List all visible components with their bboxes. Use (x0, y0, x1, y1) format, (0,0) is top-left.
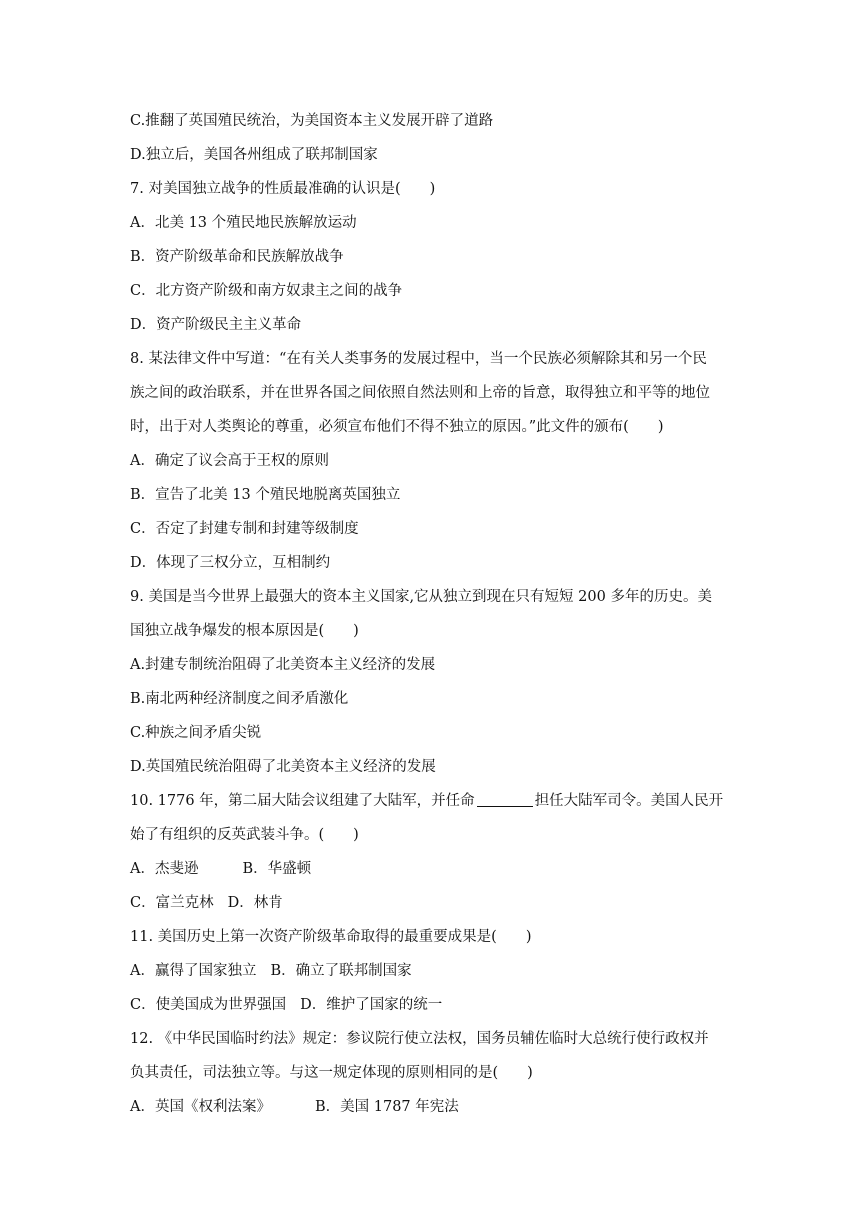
q11-option-b: B．确立了联邦制国家 (270, 963, 412, 979)
q9-option-d: D.英国殖民统治阻碍了北美资本主义经济的发展 (130, 759, 436, 775)
q8-option-a: A．确定了议会高于王权的原则 (130, 453, 329, 469)
q12-option-b: B．美国 1787 年宪法 (314, 1099, 459, 1115)
q9-option-b: B.南北两种经济制度之间矛盾激化 (130, 691, 349, 707)
q11-option-c: C．使美国成为世界强国 (130, 997, 287, 1013)
q11-option-d: D．维护了国家的统一 (300, 997, 443, 1013)
q12-stem-line-2: 负其责任，司法独立等。与这一规定体现的原则相同的是( ) (130, 1065, 533, 1081)
answer-blank (477, 790, 533, 807)
q7-option-d: D．资产阶级民主主义革命 (130, 317, 302, 333)
q11-options-row-2 (130, 991, 740, 1025)
q12-stem-line-1: 12. 《中华民国临时约法》规定：参议院行使立法权，国务员辅佐临时大总统行使行政权并 (130, 1031, 709, 1047)
q11-options-row-1 (130, 957, 740, 991)
q8-option-b: B．宣告了北美 13 个殖民地脱离英国独立 (130, 487, 401, 503)
q10-stem-before-blank: 10. 1776 年，第二届大陆会议组建了大陆军，并任命 (130, 793, 475, 809)
q12-options-row-1 (130, 1093, 740, 1127)
q9-option-c: C.种族之间矛盾尖锐 (130, 725, 262, 741)
q10-stem-after-blank: 担任大陆军司令。美国人民开 (534, 793, 724, 809)
q10-option-a: A．杰斐逊 (130, 861, 199, 877)
q11-option-a: A．赢得了国家独立 (130, 963, 257, 979)
q7-option-a: A．北美 13 个殖民地民族解放运动 (130, 215, 357, 231)
q7-option-c: C．北方资产阶级和南方奴隶主之间的战争 (130, 283, 403, 299)
q8-option-d: D．体现了三权分立，互相制约 (130, 555, 331, 571)
q6-option-d: D.独立后，美国各州组成了联邦制国家 (130, 147, 378, 163)
q10-option-d: D．林肯 (227, 895, 283, 911)
q8-stem-line-3: 时，出于对人类舆论的尊重，必须宣布他们不得不独立的原因。”此文件的颁布( ) (130, 419, 664, 435)
q10-options-row-2 (130, 889, 740, 923)
q11-stem: 11. 美国历史上第一次资产阶级革命取得的最重要成果是( ) (130, 929, 532, 945)
q10-options-row-1 (130, 855, 740, 889)
q10-stem-line-2: 始了有组织的反英武装斗争。( ) (130, 827, 359, 843)
q8-option-c: C．否定了封建专制和封建等级制度 (130, 521, 359, 537)
q10-stem-line-1 (130, 787, 740, 821)
q9-stem-line-1: 9. 美国是当今世界上最强大的资本主义国家,它从独立到现在只有短短 200 多年的历史。美 (130, 589, 712, 605)
q8-stem-line-2: 族之间的政治联系，并在世界各国之间依照自然法则和上帝的旨意，取得独立和平等的地位 (130, 385, 710, 401)
question-list (130, 107, 740, 1127)
q10-option-b: B．华盛顿 (242, 861, 312, 877)
q8-stem-line-1: 8. 某法律文件中写道：“在有关人类事务的发展过程中，当一个民族必须解除其和另一个民 (130, 351, 707, 367)
q7-option-b: B．资产阶级革命和民族解放战争 (130, 249, 344, 265)
q12-option-a: A．英国《权利法案》 (130, 1099, 271, 1115)
q9-option-a: A.封建专制统治阻碍了北美资本主义经济的发展 (130, 657, 436, 673)
q10-option-c: C．富兰克林 (130, 895, 214, 911)
q6-option-c: C.推翻了英国殖民统治，为美国资本主义发展开辟了道路 (130, 113, 494, 129)
q9-stem-line-2: 国独立战争爆发的根本原因是( ) (130, 623, 359, 639)
q7-stem: 7. 对美国独立战争的性质最准确的认识是( ) (130, 181, 436, 197)
